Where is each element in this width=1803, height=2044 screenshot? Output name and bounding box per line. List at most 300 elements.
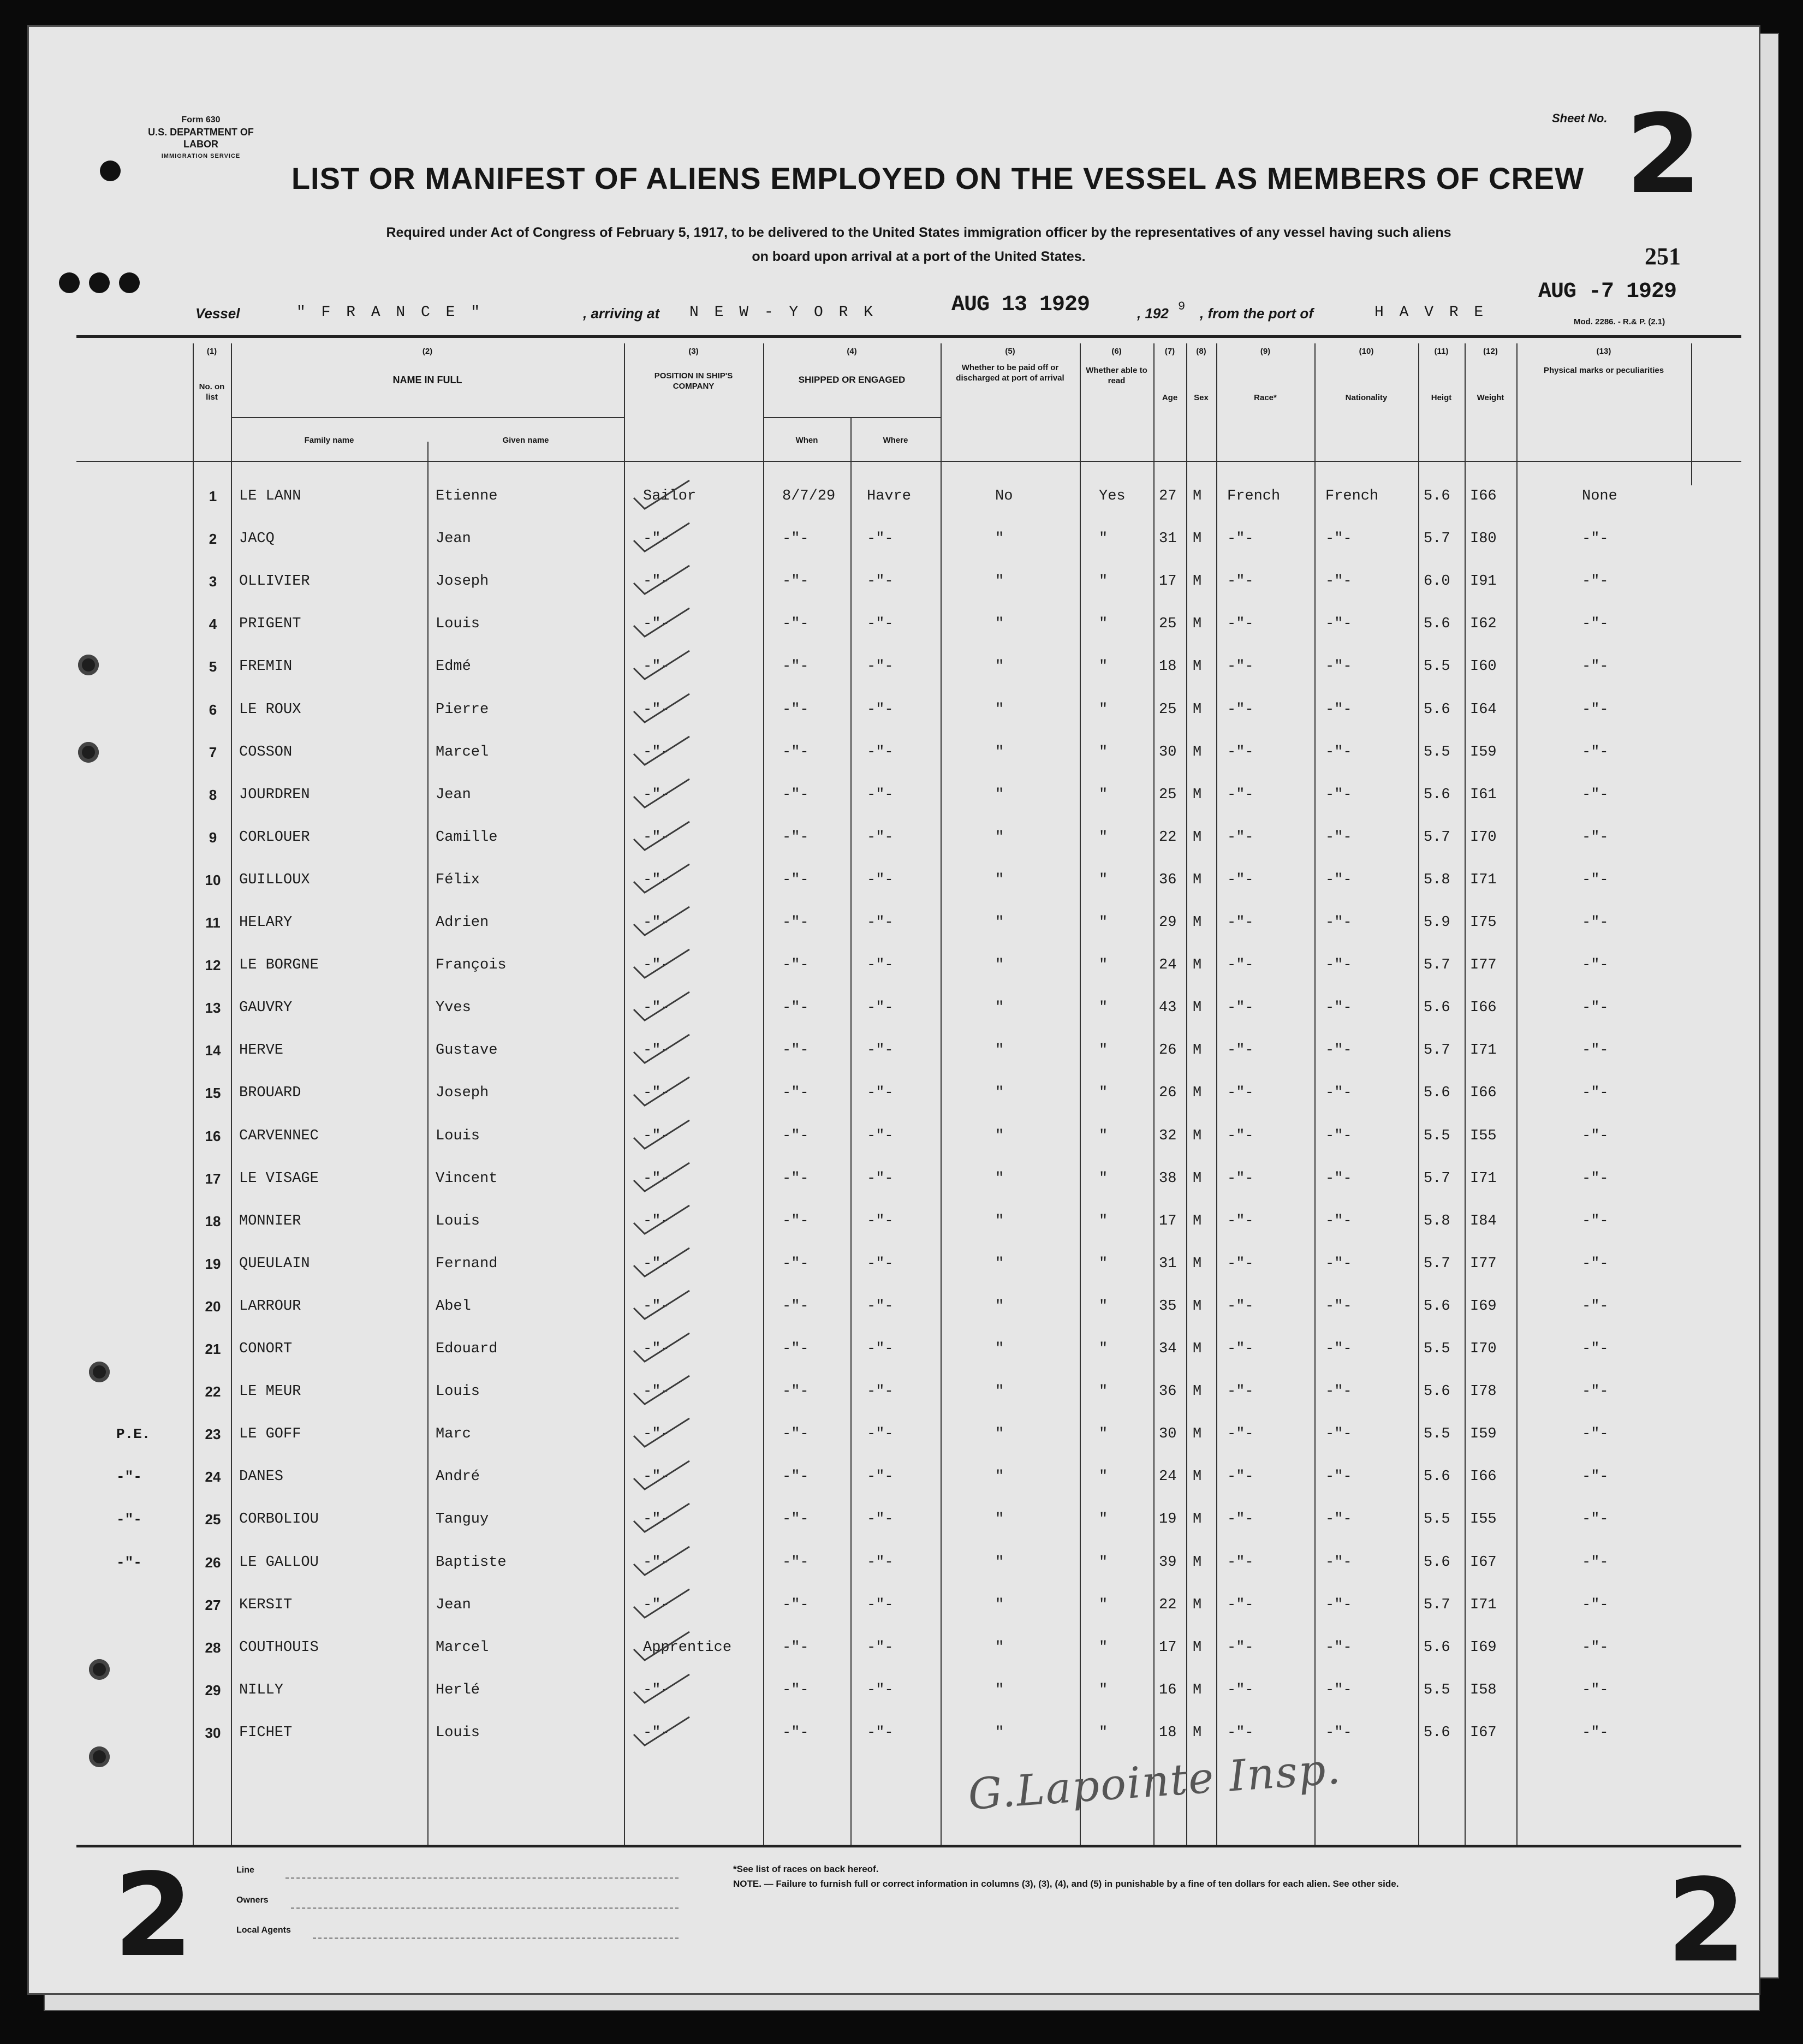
- age: 17: [1159, 1639, 1177, 1656]
- paid-off: ": [995, 1383, 1004, 1400]
- weight: I67: [1470, 1554, 1497, 1571]
- able-to-read: ": [1099, 1127, 1108, 1144]
- sex: M: [1193, 957, 1202, 974]
- weight: I70: [1470, 1341, 1497, 1357]
- position: -"-: [643, 957, 670, 974]
- height: 5.5: [1424, 744, 1450, 760]
- paid-off: ": [995, 1596, 1004, 1613]
- row-number: 25: [205, 1511, 221, 1528]
- physical-marks: -"-: [1582, 957, 1609, 974]
- weight: I84: [1470, 1213, 1497, 1229]
- family-name: BROUARD: [239, 1085, 301, 1102]
- age: 22: [1159, 1596, 1177, 1613]
- nationality: -"-: [1325, 1341, 1352, 1357]
- physical-marks: -"-: [1582, 1341, 1609, 1357]
- agents-label: Local Agents: [236, 1926, 291, 1935]
- position: -"-: [643, 1724, 670, 1741]
- table-row: [29, 770, 1759, 813]
- race: -"-: [1227, 1596, 1254, 1613]
- sex: M: [1193, 1085, 1202, 1102]
- height: 5.5: [1424, 1341, 1450, 1357]
- inspector-check-mark: [629, 1586, 695, 1624]
- height: 5.8: [1424, 871, 1450, 888]
- paid-off: ": [995, 1554, 1004, 1571]
- row-number: 12: [205, 957, 221, 974]
- weight: I71: [1470, 1596, 1497, 1613]
- given-name: Baptiste: [436, 1554, 507, 1571]
- shipped-where: -"-: [867, 744, 894, 760]
- requirement-line-2: on board upon arrival at a port of the United States.: [752, 249, 1086, 264]
- height: 5.5: [1424, 1127, 1450, 1144]
- line-field: [285, 1877, 679, 1879]
- col12-number: (12): [1483, 347, 1498, 356]
- family-name: COUTHOUIS: [239, 1639, 319, 1656]
- inspector-check-mark: [629, 1245, 695, 1283]
- year-label: , 192: [1137, 305, 1169, 322]
- age: 19: [1159, 1511, 1177, 1528]
- shipped-where: -"-: [867, 573, 894, 590]
- col3-number: (3): [688, 347, 699, 356]
- table-row: [29, 813, 1759, 855]
- race: -"-: [1227, 573, 1254, 590]
- age: 25: [1159, 786, 1177, 803]
- nationality: -"-: [1325, 1213, 1352, 1229]
- shipped-when: -"-: [782, 1085, 809, 1102]
- from-port-label: , from the port of: [1200, 305, 1313, 322]
- inspector-check-mark: [629, 691, 695, 729]
- paid-off: ": [995, 1639, 1004, 1656]
- height: 5.7: [1424, 1042, 1450, 1059]
- position: -"-: [643, 1298, 670, 1315]
- paid-off: ": [995, 1170, 1004, 1187]
- shipped-when: -"-: [782, 1426, 809, 1443]
- family-name: CONORT: [239, 1341, 293, 1357]
- manifest-sheet: [27, 25, 1760, 1995]
- paid-off: ": [995, 1000, 1004, 1017]
- vessel-label: Vessel: [195, 305, 240, 322]
- height: 5.6: [1424, 488, 1450, 504]
- position: Sailor: [643, 488, 697, 504]
- race: -"-: [1227, 744, 1254, 760]
- requirement-line-1: Required under Act of Congress of February 5, 1917, to be delivered to the United States immigration officer by the representatives of any vessel having such aliens: [386, 225, 1451, 240]
- height: 5.5: [1424, 1426, 1450, 1443]
- physical-marks: -"-: [1582, 1255, 1609, 1272]
- col5-header: Whether to be paid off or discharged at port of arrival: [956, 363, 1064, 383]
- shipped-when: -"-: [782, 1170, 809, 1187]
- given-name: Etienne: [436, 488, 498, 504]
- position: -"-: [643, 573, 670, 590]
- height: 5.6: [1424, 1383, 1450, 1400]
- sex: M: [1193, 744, 1202, 760]
- col6-header: Whether able to read: [1086, 366, 1147, 385]
- able-to-read: ": [1099, 1724, 1108, 1741]
- family-name: PRIGENT: [239, 616, 301, 633]
- position: -"-: [643, 531, 670, 548]
- weight: I71: [1470, 1042, 1497, 1059]
- inspector-check-mark: [629, 1330, 695, 1368]
- shipped-where: -"-: [867, 786, 894, 803]
- nationality: -"-: [1325, 1681, 1352, 1698]
- nationality: -"-: [1325, 1127, 1352, 1144]
- corner-number-left: 2: [114, 1849, 194, 1982]
- height: 5.6: [1424, 1469, 1450, 1486]
- physical-marks: -"-: [1582, 1681, 1609, 1698]
- document-title: LIST OR MANIFEST OF ALIENS EMPLOYED ON THE VESSEL AS MEMBERS OF CREW: [291, 161, 1585, 195]
- weight: I80: [1470, 531, 1497, 548]
- shipped-where: -"-: [867, 1127, 894, 1144]
- shipped-when: -"-: [782, 1639, 809, 1656]
- able-to-read: ": [1099, 1511, 1108, 1528]
- family-name: JOURDREN: [239, 786, 310, 803]
- table-row: [29, 1026, 1759, 1068]
- inspector-check-mark: [629, 1160, 695, 1198]
- able-to-read: ": [1099, 829, 1108, 846]
- height: 5.6: [1424, 1554, 1450, 1571]
- able-to-read: ": [1099, 1554, 1108, 1571]
- inspector-check-mark: [629, 1543, 695, 1582]
- col7-number: (7): [1164, 347, 1175, 356]
- departure-port: H A V R E: [1374, 304, 1487, 321]
- weight: I71: [1470, 1170, 1497, 1187]
- sex: M: [1193, 1127, 1202, 1144]
- given-name: Jean: [436, 531, 471, 548]
- inspector-check-mark: [629, 647, 695, 686]
- line-label: Line: [236, 1865, 254, 1875]
- table-row: [29, 599, 1759, 642]
- given-name: André: [436, 1469, 480, 1486]
- able-to-read: ": [1099, 1639, 1108, 1656]
- age: 22: [1159, 829, 1177, 846]
- table-row: [29, 1154, 1759, 1197]
- race: French: [1227, 488, 1281, 504]
- table-row: [29, 1495, 1759, 1537]
- height: 6.0: [1424, 573, 1450, 590]
- col2-number: (2): [422, 347, 433, 356]
- inspector-check-mark: [629, 1372, 695, 1411]
- inspector-check-mark: [629, 776, 695, 814]
- row-number: 27: [205, 1596, 221, 1613]
- corner-number-right: 2: [1667, 1854, 1747, 1988]
- weight: I55: [1470, 1127, 1497, 1144]
- col8-number: (8): [1196, 347, 1206, 356]
- able-to-read: ": [1099, 616, 1108, 633]
- pe-annotation: P.E.: [116, 1426, 151, 1443]
- physical-marks: -"-: [1582, 1724, 1609, 1741]
- crew-list: [29, 27, 1759, 1993]
- given-name: Louis: [436, 1724, 480, 1741]
- row-number: 2: [209, 531, 217, 548]
- sex: M: [1193, 1383, 1202, 1400]
- col4-number: (4): [847, 347, 857, 356]
- pe-annotation: -"-: [116, 1511, 142, 1528]
- family-name: CORBOLIOU: [239, 1511, 319, 1528]
- family-name: FICHET: [239, 1724, 293, 1741]
- nationality: -"-: [1325, 1554, 1352, 1571]
- inspector-signature: G.Lapointe Insp.: [966, 1744, 1343, 1820]
- col13-number: (13): [1596, 347, 1611, 356]
- col13-header: Physical marks or peculiarities: [1543, 366, 1664, 375]
- height: 5.5: [1424, 1511, 1450, 1528]
- inspector-check-mark: [629, 904, 695, 942]
- owners-field: [291, 1908, 679, 1909]
- height: 5.7: [1424, 1596, 1450, 1613]
- physical-marks: -"-: [1582, 1469, 1609, 1486]
- family-name: COSSON: [239, 744, 293, 760]
- shipped-where: Havre: [867, 488, 912, 504]
- age: 24: [1159, 957, 1177, 974]
- sheet-number: 2: [1626, 91, 1702, 218]
- row-number: 1: [209, 488, 217, 504]
- given-name: Gustave: [436, 1042, 498, 1059]
- sex: M: [1193, 1724, 1202, 1741]
- race: -"-: [1227, 1724, 1254, 1741]
- race: -"-: [1227, 1298, 1254, 1315]
- shipped-when: -"-: [782, 1511, 809, 1528]
- weight: I61: [1470, 786, 1497, 803]
- table-row: [29, 1112, 1759, 1154]
- col9-header: Race*: [1254, 393, 1277, 402]
- height: 5.5: [1424, 658, 1450, 675]
- nationality: -"-: [1325, 1724, 1352, 1741]
- shipped-where: -"-: [867, 1554, 894, 1571]
- able-to-read: ": [1099, 531, 1108, 548]
- able-to-read: ": [1099, 1426, 1108, 1443]
- physical-marks: -"-: [1582, 786, 1609, 803]
- shipped-when: -"-: [782, 1042, 809, 1059]
- shipped-where: -"-: [867, 871, 894, 888]
- race: -"-: [1227, 1255, 1254, 1272]
- shipped-when: -"-: [782, 1255, 809, 1272]
- row-number: 22: [205, 1383, 221, 1400]
- position: -"-: [643, 1681, 670, 1698]
- row-number: 21: [205, 1341, 221, 1357]
- nationality: -"-: [1325, 1298, 1352, 1315]
- weight: I77: [1470, 1255, 1497, 1272]
- shipped-when: -"-: [782, 531, 809, 548]
- family-name: OLLIVIER: [239, 573, 310, 590]
- position: -"-: [643, 1341, 670, 1357]
- table-row: [29, 514, 1759, 557]
- nationality: -"-: [1325, 829, 1352, 846]
- able-to-read: ": [1099, 1170, 1108, 1187]
- stamp-number: 251: [1645, 243, 1681, 270]
- weight: I66: [1470, 1085, 1497, 1102]
- able-to-read: ": [1099, 1298, 1108, 1315]
- inspector-check-mark: [629, 1458, 695, 1496]
- given-name: Fernand: [436, 1255, 498, 1272]
- height: 5.6: [1424, 786, 1450, 803]
- table-row: [29, 855, 1759, 898]
- position: -"-: [643, 1085, 670, 1102]
- able-to-read: ": [1099, 701, 1108, 718]
- sex: M: [1193, 488, 1202, 504]
- age: 38: [1159, 1170, 1177, 1187]
- shipped-where: -"-: [867, 1383, 894, 1400]
- inspector-check-mark: [629, 477, 695, 515]
- race: -"-: [1227, 786, 1254, 803]
- table-row: [29, 1623, 1759, 1666]
- shipped-when: -"-: [782, 871, 809, 888]
- row-number: 17: [205, 1170, 221, 1187]
- given-name: Félix: [436, 871, 480, 888]
- table-row: [29, 941, 1759, 983]
- height: 5.6: [1424, 701, 1450, 718]
- age: 31: [1159, 1255, 1177, 1272]
- service-name: IMMIGRATION SERVICE: [161, 153, 241, 159]
- row-number: 6: [209, 701, 217, 718]
- shipped-where: -"-: [867, 1255, 894, 1272]
- physical-marks: -"-: [1582, 573, 1609, 590]
- inspector-check-mark: [629, 1671, 695, 1709]
- race: -"-: [1227, 1085, 1254, 1102]
- table-row: [29, 1538, 1759, 1580]
- nationality: -"-: [1325, 914, 1352, 931]
- family-name: JACQ: [239, 531, 275, 548]
- position: -"-: [643, 616, 670, 633]
- paid-off: ": [995, 1724, 1004, 1741]
- race: -"-: [1227, 1341, 1254, 1357]
- height: 5.7: [1424, 829, 1450, 846]
- given-name: Herlé: [436, 1681, 480, 1698]
- row-number: 13: [205, 1000, 221, 1017]
- inspector-check-mark: [629, 818, 695, 857]
- sex: M: [1193, 1639, 1202, 1656]
- able-to-read: ": [1099, 786, 1108, 803]
- departure-date-stamp: AUG -7 1929: [1538, 280, 1677, 304]
- paid-off: ": [995, 871, 1004, 888]
- shipped-where: -"-: [867, 1596, 894, 1613]
- paid-off: ": [995, 658, 1004, 675]
- physical-marks: -"-: [1582, 1426, 1609, 1443]
- sex: M: [1193, 1170, 1202, 1187]
- inspector-check-mark: [629, 946, 695, 984]
- shipped-where: -"-: [867, 1170, 894, 1187]
- row-number: 7: [209, 744, 217, 760]
- sex: M: [1193, 1511, 1202, 1528]
- age: 27: [1159, 488, 1177, 504]
- col1-header: No. on list: [199, 382, 225, 402]
- shipped-when: -"-: [782, 1681, 809, 1698]
- nationality: -"-: [1325, 1000, 1352, 1017]
- able-to-read: ": [1099, 957, 1108, 974]
- able-to-read: ": [1099, 914, 1108, 931]
- family-name: CORLOUER: [239, 829, 310, 846]
- pe-annotation: -"-: [116, 1469, 142, 1486]
- row-number: 19: [205, 1255, 221, 1272]
- given-name: Marcel: [436, 744, 489, 760]
- physical-marks: -"-: [1582, 1000, 1609, 1017]
- age: 43: [1159, 1000, 1177, 1017]
- height: 5.6: [1424, 1724, 1450, 1741]
- row-number: 4: [209, 616, 217, 633]
- race: -"-: [1227, 957, 1254, 974]
- race: -"-: [1227, 1554, 1254, 1571]
- physical-marks: -"-: [1582, 1596, 1609, 1613]
- race: -"-: [1227, 829, 1254, 846]
- weight: I55: [1470, 1511, 1497, 1528]
- family-name: KERSIT: [239, 1596, 293, 1613]
- able-to-read: ": [1099, 1469, 1108, 1486]
- paid-off: ": [995, 531, 1004, 548]
- paid-off: ": [995, 744, 1004, 760]
- row-number: 18: [205, 1213, 221, 1229]
- inspector-check-mark: [629, 1202, 695, 1240]
- sex: M: [1193, 1341, 1202, 1357]
- paid-off: ": [995, 1213, 1004, 1229]
- physical-marks: -"-: [1582, 1639, 1609, 1656]
- race: -"-: [1227, 1000, 1254, 1017]
- row-number: 15: [205, 1085, 221, 1102]
- height: 5.6: [1424, 1298, 1450, 1315]
- race: -"-: [1227, 1170, 1254, 1187]
- table-row: [29, 642, 1759, 685]
- able-to-read: ": [1099, 1681, 1108, 1698]
- weight: I66: [1470, 1469, 1497, 1486]
- shipped-where: -"-: [867, 1639, 894, 1656]
- shipped-when: -"-: [782, 573, 809, 590]
- table-row: [29, 472, 1759, 514]
- age: 25: [1159, 616, 1177, 633]
- shipped-where: -"-: [867, 658, 894, 675]
- shipped-where: -"-: [867, 1511, 894, 1528]
- given-name: Louis: [436, 1127, 480, 1144]
- table-row: [29, 1666, 1759, 1708]
- race: -"-: [1227, 914, 1254, 931]
- nationality: -"-: [1325, 573, 1352, 590]
- shipped-where: -"-: [867, 1298, 894, 1315]
- row-number: 5: [209, 658, 217, 675]
- col6-number: (6): [1111, 347, 1122, 356]
- given-name: Marc: [436, 1426, 471, 1443]
- physical-marks: -"-: [1582, 701, 1609, 718]
- col10-number: (10): [1359, 347, 1374, 356]
- department-name: U.S. DEPARTMENT OF LABOR: [148, 127, 254, 150]
- family-name: LE GALLOU: [239, 1554, 319, 1571]
- age: 18: [1159, 1724, 1177, 1741]
- age: 30: [1159, 744, 1177, 760]
- race: -"-: [1227, 1426, 1254, 1443]
- paid-off: ": [995, 1469, 1004, 1486]
- shipped-where: -"-: [867, 1426, 894, 1443]
- position: -"-: [643, 744, 670, 760]
- race: -"-: [1227, 1383, 1254, 1400]
- shipped-when: -"-: [782, 1596, 809, 1613]
- races-note: *See list of races on back hereof.: [733, 1864, 879, 1874]
- nationality: -"-: [1325, 1511, 1352, 1528]
- shipped-when: -"-: [782, 914, 809, 931]
- shipped-when: -"-: [782, 1554, 809, 1571]
- weight: I58: [1470, 1681, 1497, 1698]
- position: -"-: [643, 1554, 670, 1571]
- penalty-note: NOTE. — Failure to furnish full or correct information in columns (3), (3), (4), and (5) in punishable by a fine of ten dollars for each alien. See other side.: [733, 1879, 1399, 1889]
- shipped-when: -"-: [782, 829, 809, 846]
- nationality: -"-: [1325, 1170, 1352, 1187]
- paid-off: ": [995, 1341, 1004, 1357]
- nationality: -"-: [1325, 701, 1352, 718]
- paid-off: ": [995, 1681, 1004, 1698]
- nationality: -"-: [1325, 871, 1352, 888]
- paid-off: ": [995, 616, 1004, 633]
- nationality: -"-: [1325, 1469, 1352, 1486]
- inspector-check-mark: [629, 1415, 695, 1453]
- height: 5.6: [1424, 1000, 1450, 1017]
- row-number: 11: [205, 914, 221, 931]
- shipped-when: -"-: [782, 1127, 809, 1144]
- sex: M: [1193, 1255, 1202, 1272]
- sex: M: [1193, 914, 1202, 931]
- sex: M: [1193, 829, 1202, 846]
- given-name: Adrien: [436, 914, 489, 931]
